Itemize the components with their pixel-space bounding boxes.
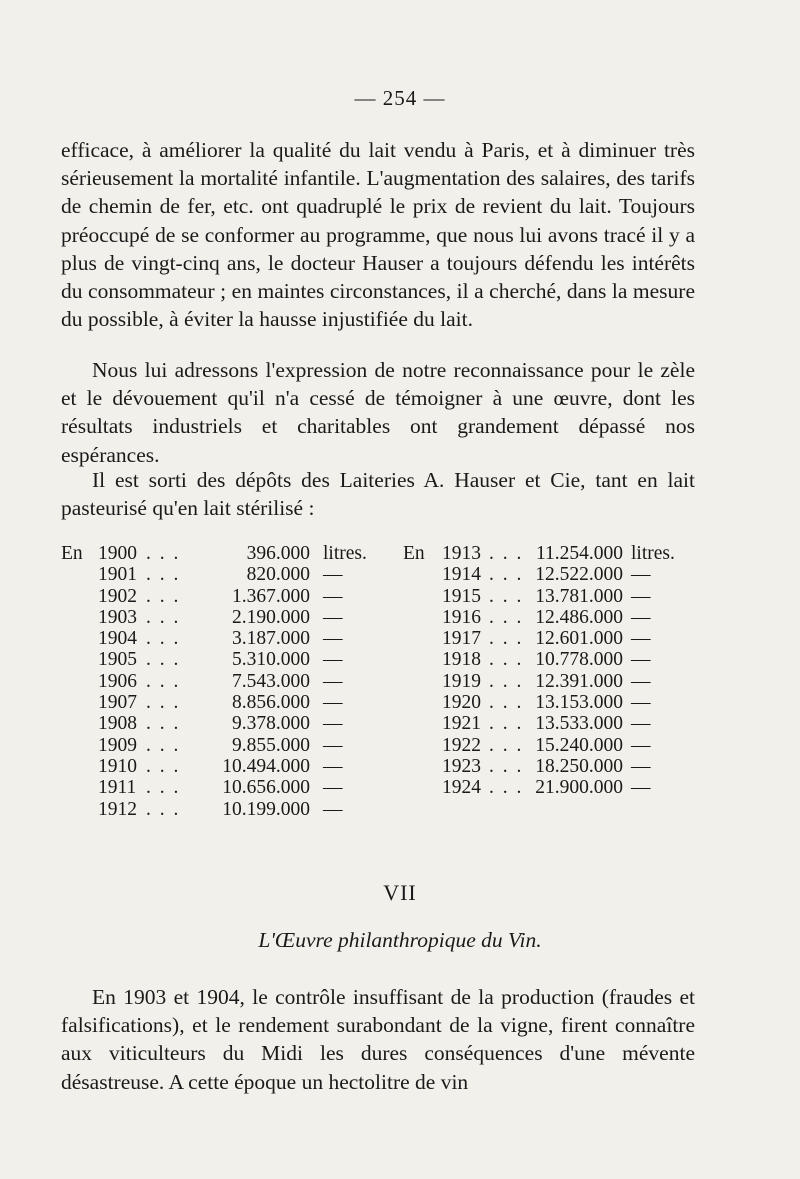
row-unit: — xyxy=(323,670,343,692)
row-unit: — xyxy=(631,777,651,799)
row-value: 13.533.000 xyxy=(535,713,623,735)
row-value: 12.601.000 xyxy=(535,628,623,650)
table-row xyxy=(403,692,703,713)
row-unit: — xyxy=(323,628,343,650)
table-row xyxy=(61,586,351,607)
paragraph-3 xyxy=(61,466,695,522)
row-unit: — xyxy=(631,734,651,756)
row-year: 1907 xyxy=(98,692,137,714)
row-dots: . . . xyxy=(146,649,181,671)
row-value: 9.855.000 xyxy=(232,734,310,756)
table-row xyxy=(61,692,351,713)
row-dots: . . . xyxy=(489,564,524,586)
row-year: 1904 xyxy=(98,628,137,650)
row-prefix: En xyxy=(403,543,425,564)
row-value: 8.856.000 xyxy=(232,692,310,714)
table-row xyxy=(61,649,351,670)
table-row xyxy=(403,628,703,649)
row-value: 18.250.000 xyxy=(535,755,623,777)
row-dots: . . . xyxy=(146,606,181,628)
row-value: 12.522.000 xyxy=(535,564,623,586)
table-row xyxy=(61,671,351,692)
row-dots: . . . xyxy=(489,585,524,607)
row-dots: . . . xyxy=(146,777,181,799)
row-dots: . . . xyxy=(489,734,524,756)
row-year: 1914 xyxy=(442,564,481,586)
row-dots: . . . xyxy=(489,692,524,714)
row-dots: . . . xyxy=(146,755,181,777)
row-year: 1921 xyxy=(442,713,481,735)
table-row xyxy=(61,777,351,798)
table-row xyxy=(403,777,703,798)
row-unit: — xyxy=(323,585,343,607)
paragraph-4-text: En 1903 et 1904, le contrôle insuffisant de la production (fraudes et falsifications), et le rendement surabondant de la vigne, firent connaître aux viticulteurs du Midi les dures conséquences d'une mévente désastreuse. A cette époque un hectolitre de vin xyxy=(61,985,695,1094)
row-year: 1917 xyxy=(442,628,481,650)
row-dots: . . . xyxy=(489,777,524,799)
row-dots: . . . xyxy=(489,755,524,777)
row-dots: . . . xyxy=(489,713,524,735)
row-value: 10.494.000 xyxy=(222,755,310,777)
row-dots: . . . xyxy=(146,543,181,564)
row-dots: . . . xyxy=(146,585,181,607)
row-unit: — xyxy=(323,692,343,714)
row-dots: . . . xyxy=(146,713,181,735)
row-year: 1909 xyxy=(98,734,137,756)
row-unit: litres. xyxy=(323,543,367,564)
row-dots: . . . xyxy=(146,734,181,756)
row-dots: . . . xyxy=(489,649,524,671)
table-row xyxy=(61,799,351,820)
table-row xyxy=(403,756,703,777)
row-dots: . . . xyxy=(146,628,181,650)
row-unit: — xyxy=(631,606,651,628)
row-year: 1922 xyxy=(442,734,481,756)
row-dots: . . . xyxy=(146,798,181,820)
row-year: 1905 xyxy=(98,649,137,671)
row-unit: — xyxy=(631,649,651,671)
section-number: VII xyxy=(383,880,417,905)
row-value: 9.378.000 xyxy=(232,713,310,735)
row-value: 21.900.000 xyxy=(535,777,623,799)
row-value: 3.187.000 xyxy=(232,628,310,650)
row-year: 1923 xyxy=(442,755,481,777)
row-value: 7.543.000 xyxy=(232,670,310,692)
row-year: 1919 xyxy=(442,670,481,692)
table-row xyxy=(403,713,703,734)
row-year: 1918 xyxy=(442,649,481,671)
row-value: 10.778.000 xyxy=(535,649,623,671)
paragraph-1-text: efficace, à améliorer la qualité du lait vendu à Paris, et à diminuer très sérieusement la mortalité infantile. L'augmentation des salaires, des tarifs de chemin de fer, etc. ont quadruplé le prix de revient du lait. Toujours préoccupé de se conformer au programme, que nous lui avons tracé il y a plus de vingt-cinq ans, le docteur Hauser a toujours défendu les intérêts du consommateur ; en maintes circonstances, il a cherché, dans la mesure du possible, à éviter la hausse injustifiée du lait. xyxy=(61,138,695,332)
paragraph-2 xyxy=(61,356,695,469)
table-column-right xyxy=(403,543,703,799)
page-number: — 254 — xyxy=(354,86,446,110)
table-row xyxy=(61,564,351,585)
table-column-left xyxy=(61,543,367,820)
row-dots: . . . xyxy=(489,670,524,692)
row-year: 1912 xyxy=(98,798,137,820)
row-dots: . . . xyxy=(146,564,181,586)
row-unit: — xyxy=(631,755,651,777)
row-value: 12.391.000 xyxy=(535,670,623,692)
row-unit: — xyxy=(323,564,343,586)
row-value: 1.367.000 xyxy=(232,585,310,607)
row-value: 13.153.000 xyxy=(535,692,623,714)
table-row xyxy=(403,543,703,564)
row-dots: . . . xyxy=(146,670,181,692)
row-year: 1901 xyxy=(98,564,137,586)
table-row xyxy=(403,586,703,607)
paragraph-2-text: Nous lui adressons l'expression de notre reconnaissance pour le zèle et le dévouement qu'il n'a cessé de témoigner à une œuvre, dont les résultats industriels et charitables ont grandement dépassé nos espérances. xyxy=(61,358,695,467)
table-row xyxy=(403,735,703,756)
row-year: 1924 xyxy=(442,777,481,799)
row-unit: litres. xyxy=(631,543,675,564)
paragraph-1 xyxy=(61,136,695,333)
row-unit: — xyxy=(323,606,343,628)
row-year: 1911 xyxy=(98,777,137,799)
table-row xyxy=(403,564,703,585)
row-unit: — xyxy=(323,777,343,799)
row-value: 11.254.000 xyxy=(535,543,623,564)
row-value: 15.240.000 xyxy=(535,734,623,756)
row-value: 396.000 xyxy=(246,543,310,564)
row-value: 10.656.000 xyxy=(222,777,310,799)
row-value: 820.000 xyxy=(246,564,310,586)
row-dots: . . . xyxy=(146,692,181,714)
table-row xyxy=(61,756,351,777)
row-year: 1916 xyxy=(442,606,481,628)
row-dots: . . . xyxy=(489,606,524,628)
row-unit: — xyxy=(631,628,651,650)
paragraph-3-text: Il est sorti des dépôts des Laiteries A. Hauser et Cie, tant en lait pasteurisé qu'en lait stérilisé : xyxy=(61,468,695,521)
table-row xyxy=(61,713,351,734)
row-unit: — xyxy=(631,585,651,607)
row-value: 12.486.000 xyxy=(535,606,623,628)
table-row xyxy=(61,628,351,649)
row-year: 1910 xyxy=(98,755,137,777)
row-unit: — xyxy=(323,649,343,671)
row-unit: — xyxy=(631,692,651,714)
row-unit: — xyxy=(323,734,343,756)
row-unit: — xyxy=(631,564,651,586)
row-year: 1902 xyxy=(98,585,137,607)
paragraph-4 xyxy=(61,983,695,1096)
row-year: 1908 xyxy=(98,713,137,735)
section-title: L'Œuvre philanthropique du Vin. xyxy=(258,928,542,952)
row-year: 1906 xyxy=(98,670,137,692)
row-value: 5.310.000 xyxy=(232,649,310,671)
row-dots: . . . xyxy=(489,543,524,564)
row-year: 1903 xyxy=(98,606,137,628)
row-unit: — xyxy=(323,798,343,820)
row-unit: — xyxy=(631,713,651,735)
row-unit: — xyxy=(323,713,343,735)
table-row xyxy=(61,543,367,564)
table-row xyxy=(403,671,703,692)
row-unit: — xyxy=(323,755,343,777)
row-prefix: En xyxy=(61,543,83,564)
row-year: 1920 xyxy=(442,692,481,714)
table-row xyxy=(61,607,351,628)
row-year: 1913 xyxy=(442,543,481,564)
row-value: 2.190.000 xyxy=(232,606,310,628)
row-unit: — xyxy=(631,670,651,692)
row-year: 1915 xyxy=(442,585,481,607)
table-row xyxy=(403,607,703,628)
row-year: 1900 xyxy=(98,543,137,564)
table-row xyxy=(61,735,351,756)
row-dots: . . . xyxy=(489,628,524,650)
table-row xyxy=(403,649,703,670)
row-value: 10.199.000 xyxy=(222,798,310,820)
row-value: 13.781.000 xyxy=(535,585,623,607)
